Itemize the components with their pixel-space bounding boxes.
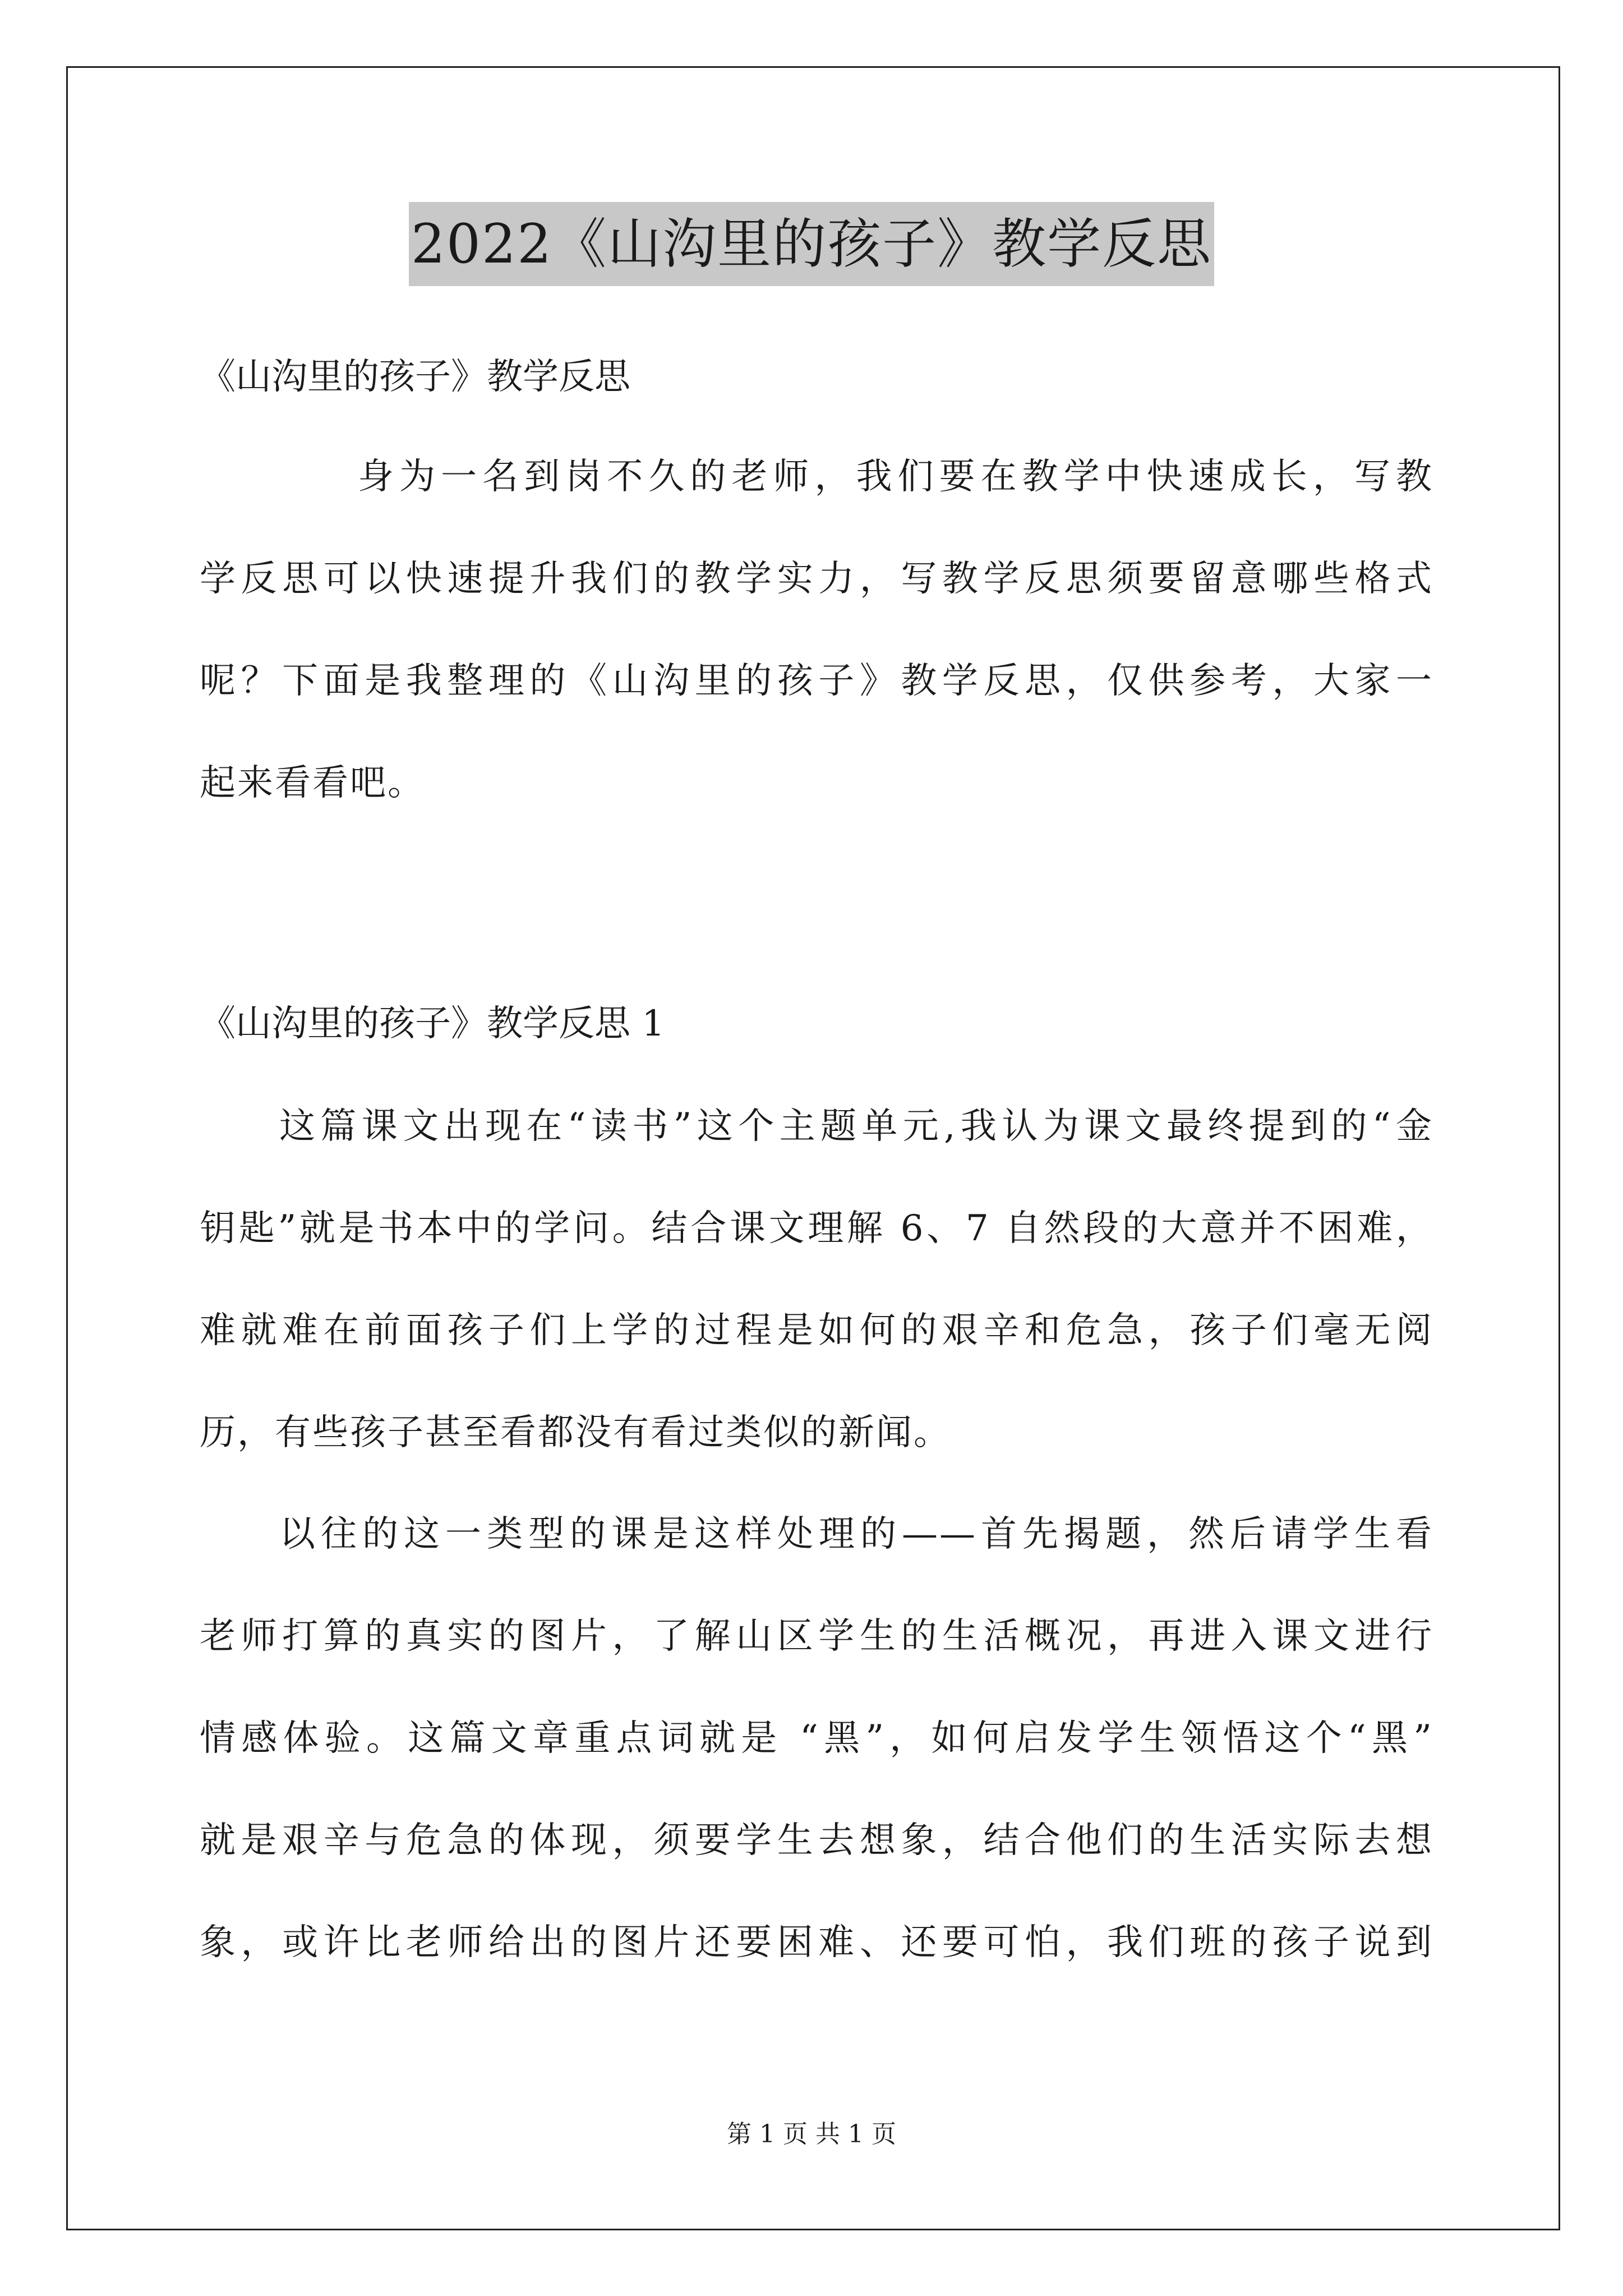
section-heading: 《山沟里的孩子》教学反思 1 <box>200 1003 665 1045</box>
body-paragraph-2 <box>200 1506 1433 2017</box>
intro-line-1: 身为一名到岗不久的老师，我们要在教学中快速成长，写教 <box>358 456 1433 498</box>
document-title: 2022《山沟里的孩子》教学反思 <box>409 202 1214 286</box>
intro-line-4: 起来看看吧。 <box>200 762 425 804</box>
document-subtitle: 《山沟里的孩子》教学反思 <box>200 356 630 398</box>
paragraph2-line-2: 老师打算的真实的图片，了解山区学生的生活概况，再进入课文进行 <box>200 1616 1433 1657</box>
intro-line-3: 呢？下面是我整理的《山沟里的孩子》教学反思，仅供参考，大家一 <box>200 660 1433 702</box>
paragraph2-line-1: 以往的这一类型的课是这样处理的——首先揭题，然后请学生看 <box>279 1513 1433 1555</box>
paragraph1-line-2: 钥匙”就是书本中的学问。结合课文理解 6、7 自然段的大意并不困难， <box>200 1208 1433 1249</box>
paragraph1-line-4: 历，有些孩子甚至看都没有看过类似的新闻。 <box>200 1412 951 1453</box>
title-container <box>0 202 1623 286</box>
page-footer: 第 1 页 共 1 页 <box>727 2120 896 2148</box>
body-paragraph-1 <box>200 1098 1433 1507</box>
paragraph1-line-1: 这篇课文出现在“读书”这个主题单元,我认为课文最终提到的“金 <box>279 1106 1433 1147</box>
intro-line-2: 学反思可以快速提升我们的教学实力，写教学反思须要留意哪些格式 <box>200 558 1433 600</box>
paragraph2-line-3: 情感体验。这篇文章重点词就是 “黑”，如何启发学生领悟这个“黑” <box>200 1718 1433 1759</box>
paragraph2-line-4: 就是艰辛与危急的体现，须要学生去想象，结合他们的生活实际去想 <box>200 1820 1433 1861</box>
intro-paragraph <box>200 449 1433 857</box>
paragraph1-line-3: 难就难在前面孩子们上学的过程是如何的艰辛和危急，孩子们毫无阅 <box>200 1310 1433 1351</box>
paragraph2-line-5: 象，或许比老师给出的图片还要困难、还要可怕，我们班的孩子说到 <box>200 1922 1433 1963</box>
